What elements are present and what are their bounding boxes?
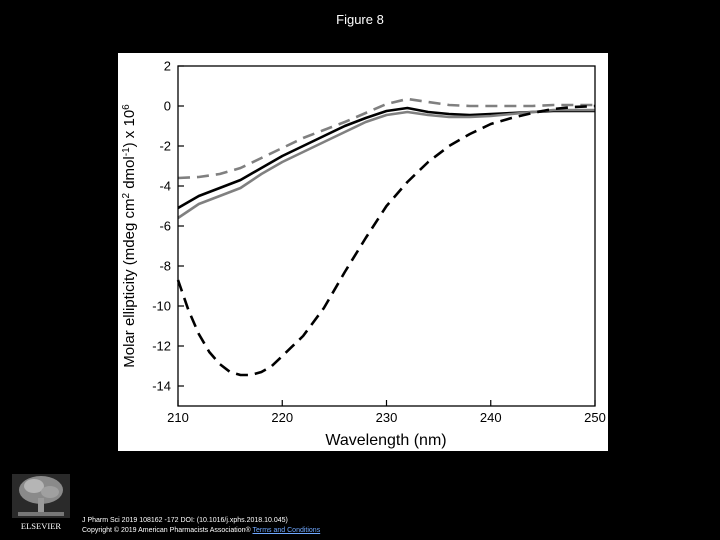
y-tick-label: -12	[152, 338, 171, 354]
terms-link[interactable]: Terms and Conditions	[252, 527, 321, 534]
chart-panel	[118, 53, 608, 451]
series-line-2	[178, 110, 595, 218]
citation	[82, 516, 320, 536]
y-tick-label: 0	[163, 98, 171, 114]
series-line-1	[178, 108, 595, 208]
y-tick-label: -6	[159, 218, 171, 234]
line-chart	[118, 53, 608, 451]
x-tick-label: 240	[479, 410, 502, 425]
y-tick-label: 2	[163, 58, 171, 74]
y-tick-label: -4	[159, 178, 171, 194]
copyright-text: Copyright © 2019 American Pharmacists Association®	[82, 527, 253, 534]
y-tick-label: -14	[152, 378, 171, 394]
x-tick-label: 220	[271, 410, 294, 425]
y-tick-label: -8	[159, 258, 171, 274]
citation-reference: J Pharm Sci 2019 108162 -172 DOI: (10.1016/j.xphs.2018.10.045)	[82, 517, 288, 524]
x-tick-label: 230	[375, 410, 398, 425]
x-axis-label: Wavelength (nm)	[325, 432, 447, 449]
elsevier-logo	[6, 470, 76, 534]
plot-frame	[178, 66, 595, 406]
figure-title: Figure 8	[336, 12, 384, 27]
x-tick-label: 250	[584, 410, 606, 425]
series-line-4	[178, 106, 595, 375]
y-axis-label: Molar ellipticity (mdeg $cm^2$ dmol$^{-1}$) x $10^6$	[120, 104, 138, 368]
y-tick-label: -2	[159, 138, 171, 154]
citation-copyright	[82, 526, 320, 536]
series-layer	[178, 99, 595, 375]
logo-text: ELSEVIER	[20, 521, 62, 531]
y-tick-label: -10	[152, 298, 171, 314]
x-tick-label: 210	[167, 410, 189, 425]
